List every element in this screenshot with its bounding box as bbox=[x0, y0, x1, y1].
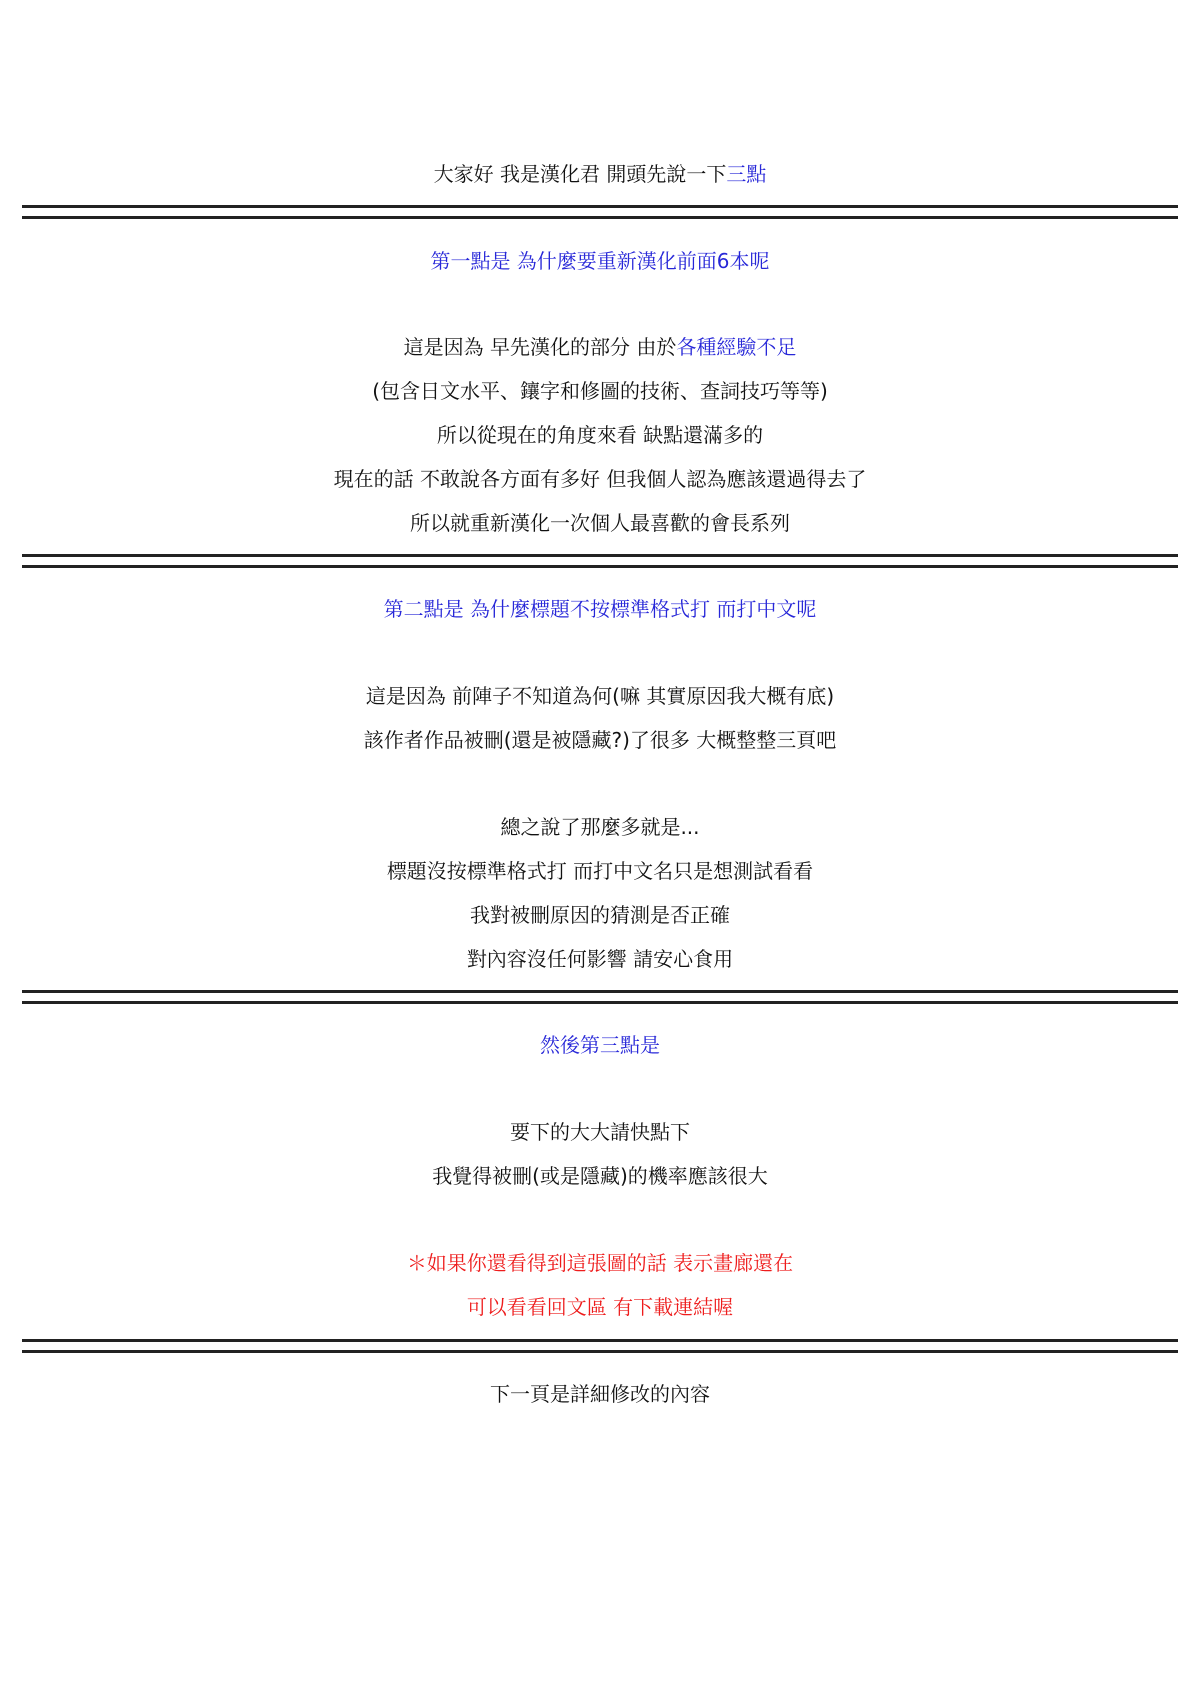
section2-line3: 總之說了那麼多就是... bbox=[500, 815, 700, 839]
section2-line4: 標題沒按標準格式打 而打中文名只是想測試看看 bbox=[386, 859, 814, 883]
intro-line bbox=[0, 150, 1200, 198]
section2-heading: 第二點是 為什麼標題不按標準格式打 而打中文呢 bbox=[383, 597, 817, 621]
section3-line1: 要下的大大請快點下 bbox=[510, 1120, 690, 1144]
section1-line5: 所以就重新漢化一次個人最喜歡的會長系列 bbox=[410, 511, 790, 535]
divider-3 bbox=[22, 990, 1178, 1004]
section1-line1 bbox=[0, 323, 1200, 371]
section2-line1: 這是因為 前陣子不知道為何(嘛 其實原因我大概有底) bbox=[365, 684, 835, 708]
divider-2 bbox=[22, 554, 1178, 568]
section1-line3: 所以從現在的角度來看 缺點還滿多的 bbox=[436, 423, 764, 447]
divider-4 bbox=[22, 1339, 1178, 1353]
section1-heading: 第一點是 為什麼要重新漢化前面6本呢 bbox=[430, 249, 770, 273]
divider-1 bbox=[22, 205, 1178, 219]
section3-note1: ＊如果你還看得到這張圖的話 表示畫廊還在 bbox=[406, 1251, 794, 1275]
intro-highlight: 三點 bbox=[726, 162, 767, 186]
section1-line2: (包含日文水平、鑲字和修圖的技術、查詞技巧等等) bbox=[372, 379, 828, 403]
intro-text: 大家好 我是漢化君 開頭先說一下 bbox=[433, 162, 727, 186]
section2-line6: 對內容沒任何影響 請安心食用 bbox=[466, 947, 734, 971]
section3-line2: 我覺得被刪(或是隱藏)的機率應該很大 bbox=[432, 1164, 768, 1188]
section1-line1-text: 這是因為 早先漢化的部分 由於 bbox=[403, 335, 677, 359]
section1-line1-highlight: 各種經驗不足 bbox=[676, 335, 797, 359]
section3-note2: 可以看看回文區 有下載連結喔 bbox=[466, 1295, 734, 1319]
footer-text: 下一頁是詳細修改的內容 bbox=[490, 1382, 710, 1406]
section1-line4: 現在的話 不敢說各方面有多好 但我個人認為應該還過得去了 bbox=[333, 467, 867, 491]
section2-line2: 該作者作品被刪(還是被隱藏?)了很多 大概整整三頁吧 bbox=[363, 728, 837, 752]
section2-line5: 我對被刪原因的猜測是否正確 bbox=[470, 903, 730, 927]
section3-heading: 然後第三點是 bbox=[540, 1033, 660, 1057]
